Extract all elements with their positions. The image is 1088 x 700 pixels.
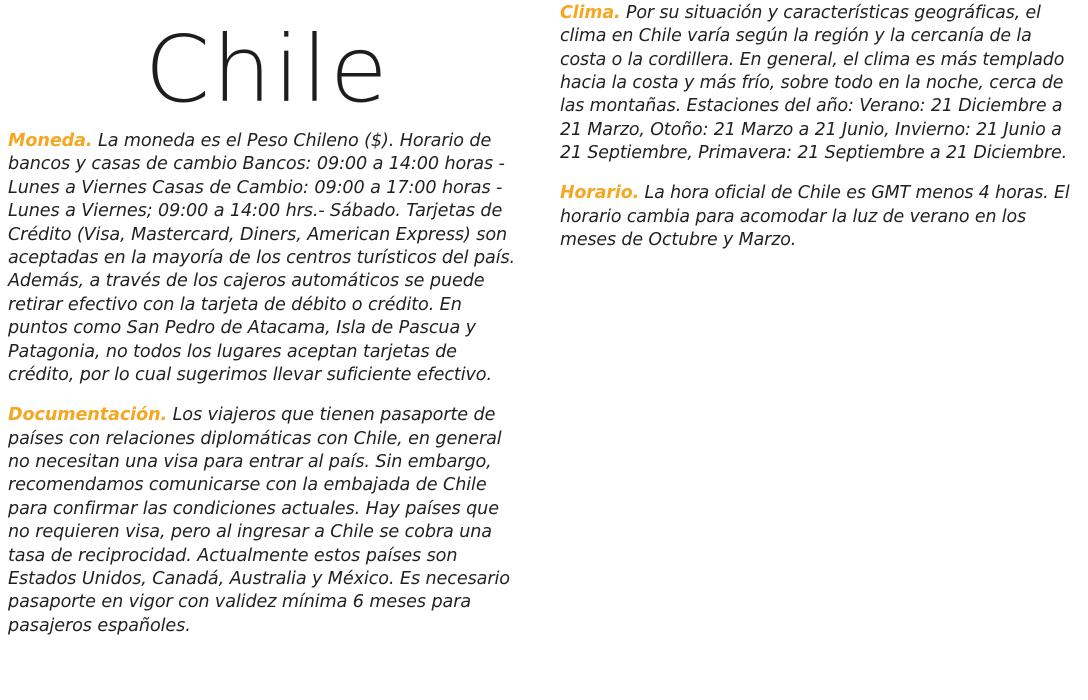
page-title-wrap: [8, 0, 526, 130]
section-clima-body: Por su situación y características geográficas, el clima en Chile varía según la región y la cercanía de la costa o la cordillera. En general, el clima es más templado hacia la costa y más frío, sobre todo en la noche, cerca de las montañas. Estaciones del año: Verano: 21 Diciembre a 21 Marzo, Otoño: 21 Marzo a 21 Junio, Invierno: 21 Junio a 21 Septiembre, Primavera: 21 Septiembre a 21 Diciembre.: [560, 3, 1068, 163]
section-horario-body: La hora oficial de Chile es GMT menos 4 horas. El horario cambia para acomodar la luz de verano en los meses de Octubre y Marzo.: [560, 183, 1070, 250]
section-moneda-heading: Moneda.: [8, 131, 93, 151]
page-title: Chile: [144, 16, 390, 123]
section-horario: [560, 182, 1078, 252]
left-column: [0, 0, 540, 638]
section-clima-heading: Clima.: [560, 3, 621, 23]
right-column: [552, 0, 1088, 252]
section-horario-heading: Horario.: [560, 183, 640, 204]
section-moneda-body: La moneda es el Peso Chileno ($). Horario de bancos y casas de cambio Bancos: 09:00 a 14:00 horas - Lunes a Viernes Casas de Cambio: 09:00 a 17:00 horas - Lunes a Viernes; 09:00 a 14:00 hrs.- Sábado. Tarjetas de Crédito (Visa, Mastercard, Diners, American Express) son aceptadas en la mayoría de los centros turísticos del país. Además, a través de los cajeros automáticos se puede retirar efectivo con la tarjeta de débito o crédito. En puntos como San Pedro de Atacama, Isla de Pascua y Patagonia, no todos los lugares aceptan tarjetas de crédito, por lo cual sugerimos llevar suficiente efectivo.: [8, 131, 516, 385]
section-moneda: [8, 130, 526, 387]
section-documentacion-body: Los viajeros que tienen pasaporte de países con relaciones diplomáticas con Chile, en general no necesitan una visa para entrar al país. Sin embargo, recomendamos comunicarse con la embajada de Chile para confirmar las condiciones actuales. Hay países que no requieren visa, pero al ingresar a Chile se cobra una tasa de reciprocidad. Actualmente estos países son Estados Unidos, Canadá, Australia y México. Es necesario pasaporte en vigor con validez mínima 6 meses para pasajeros españoles.: [8, 405, 510, 636]
section-documentacion: [8, 404, 526, 638]
section-documentacion-heading: Documentación.: [8, 405, 168, 426]
section-clima: [560, 2, 1078, 165]
